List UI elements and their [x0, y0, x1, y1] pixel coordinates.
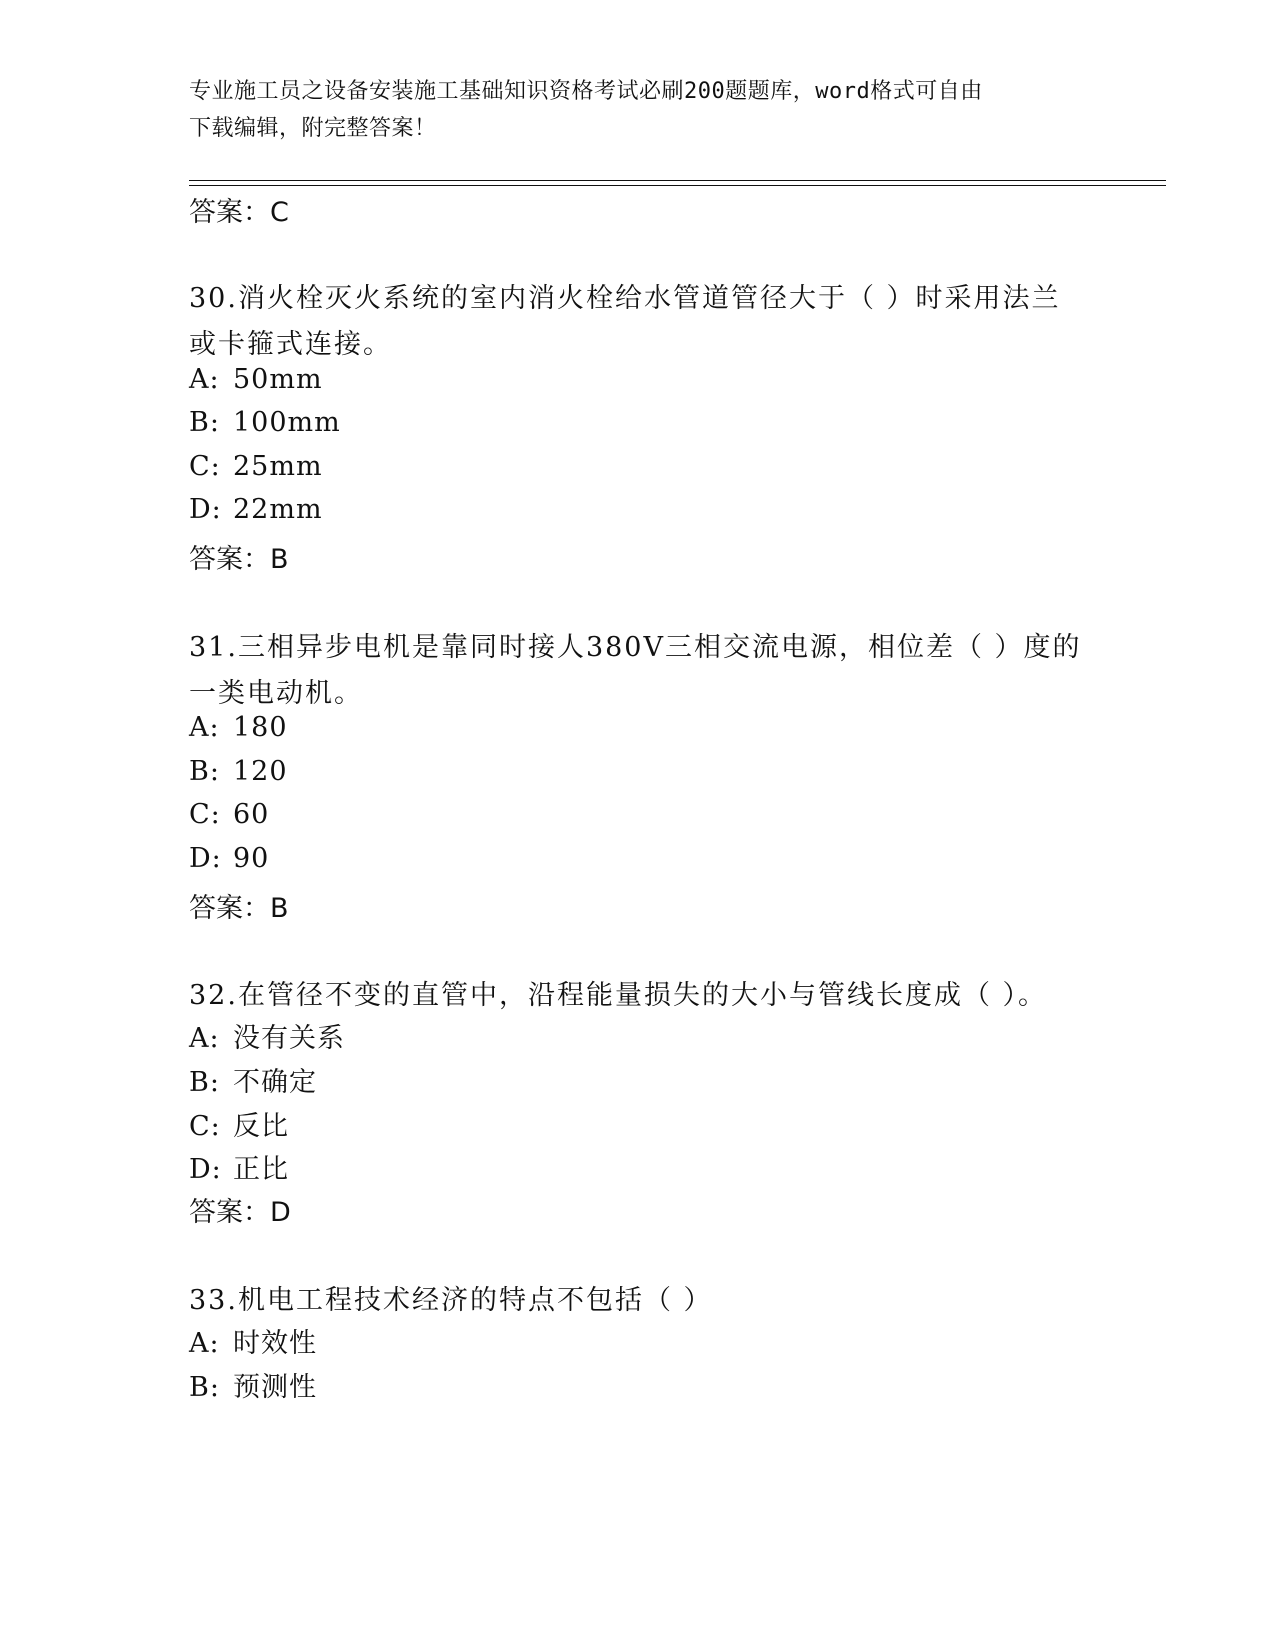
option-text: 正比	[233, 1154, 289, 1185]
option-d	[189, 494, 323, 525]
option-b	[189, 1365, 317, 1404]
option-text: 25mm	[233, 451, 323, 482]
option-key: A:	[189, 1023, 220, 1054]
option-text: 100mm	[233, 407, 341, 438]
question-text-line: 32.在管径不变的直管中，沿程能量损失的大小与管线长度成（ ）。	[189, 980, 1048, 1011]
option-key: D:	[189, 494, 222, 525]
answer: 答案：D	[189, 1197, 291, 1228]
option-d	[189, 1147, 289, 1186]
question-32	[189, 973, 1089, 1019]
question-text-line: 31.三相异步电机是靠同时接人380V三相交流电源，相位差（ ）度的	[189, 632, 1082, 663]
question-text-line: 或卡箍式连接。	[189, 329, 392, 360]
header-rule-top	[189, 180, 1166, 181]
option-a	[189, 364, 323, 395]
option-text: 没有关系	[233, 1023, 345, 1054]
option-key: A:	[189, 712, 220, 743]
option-key: B:	[189, 407, 220, 438]
question-text-line: 30.消火栓灭火系统的室内消火栓给水管道管径大于（ ）时采用法兰	[189, 283, 1061, 314]
option-text: 60	[233, 799, 270, 830]
option-c	[189, 451, 323, 482]
question-text-line: 33.机电工程技术经济的特点不包括（ ）	[189, 1285, 713, 1316]
option-text: 180	[233, 712, 288, 743]
question-31	[189, 625, 1089, 717]
option-text: 90	[233, 843, 270, 874]
answer: 答案：B	[189, 544, 289, 575]
option-key: B:	[189, 756, 220, 787]
header-line-1: 专业施工员之设备安装施工基础知识资格考试必刷200题题库，word格式可自由	[189, 79, 983, 104]
option-key: C:	[189, 1111, 221, 1142]
question-30	[189, 276, 1089, 368]
option-c	[189, 1104, 289, 1143]
option-key: C:	[189, 451, 221, 482]
option-key: A:	[189, 1328, 220, 1359]
option-text: 22mm	[233, 494, 323, 525]
option-a	[189, 1321, 317, 1360]
question-33	[189, 1278, 1089, 1324]
option-text: 预测性	[233, 1372, 317, 1403]
option-b	[189, 1060, 317, 1099]
option-text: 时效性	[233, 1328, 317, 1359]
option-a	[189, 712, 288, 743]
option-key: D:	[189, 1154, 222, 1185]
option-a	[189, 1016, 345, 1055]
option-text: 120	[233, 756, 288, 787]
previous-answer: 答案：C	[189, 197, 289, 228]
option-key: B:	[189, 1372, 220, 1403]
header-line-2: 下载编辑，附完整答案！	[189, 116, 437, 141]
option-key: C:	[189, 799, 221, 830]
option-b	[189, 756, 288, 787]
answer: 答案：B	[189, 893, 289, 924]
option-key: D:	[189, 843, 222, 874]
option-b	[189, 407, 341, 438]
option-text: 反比	[233, 1111, 289, 1142]
option-d	[189, 843, 269, 874]
document-header	[189, 73, 1069, 147]
option-key: A:	[189, 364, 220, 395]
option-c	[189, 799, 269, 830]
option-key: B:	[189, 1067, 220, 1098]
option-text: 不确定	[233, 1067, 317, 1098]
header-rule-bottom	[189, 185, 1166, 186]
question-text-line: 一类电动机。	[189, 678, 363, 709]
option-text: 50mm	[233, 364, 323, 395]
